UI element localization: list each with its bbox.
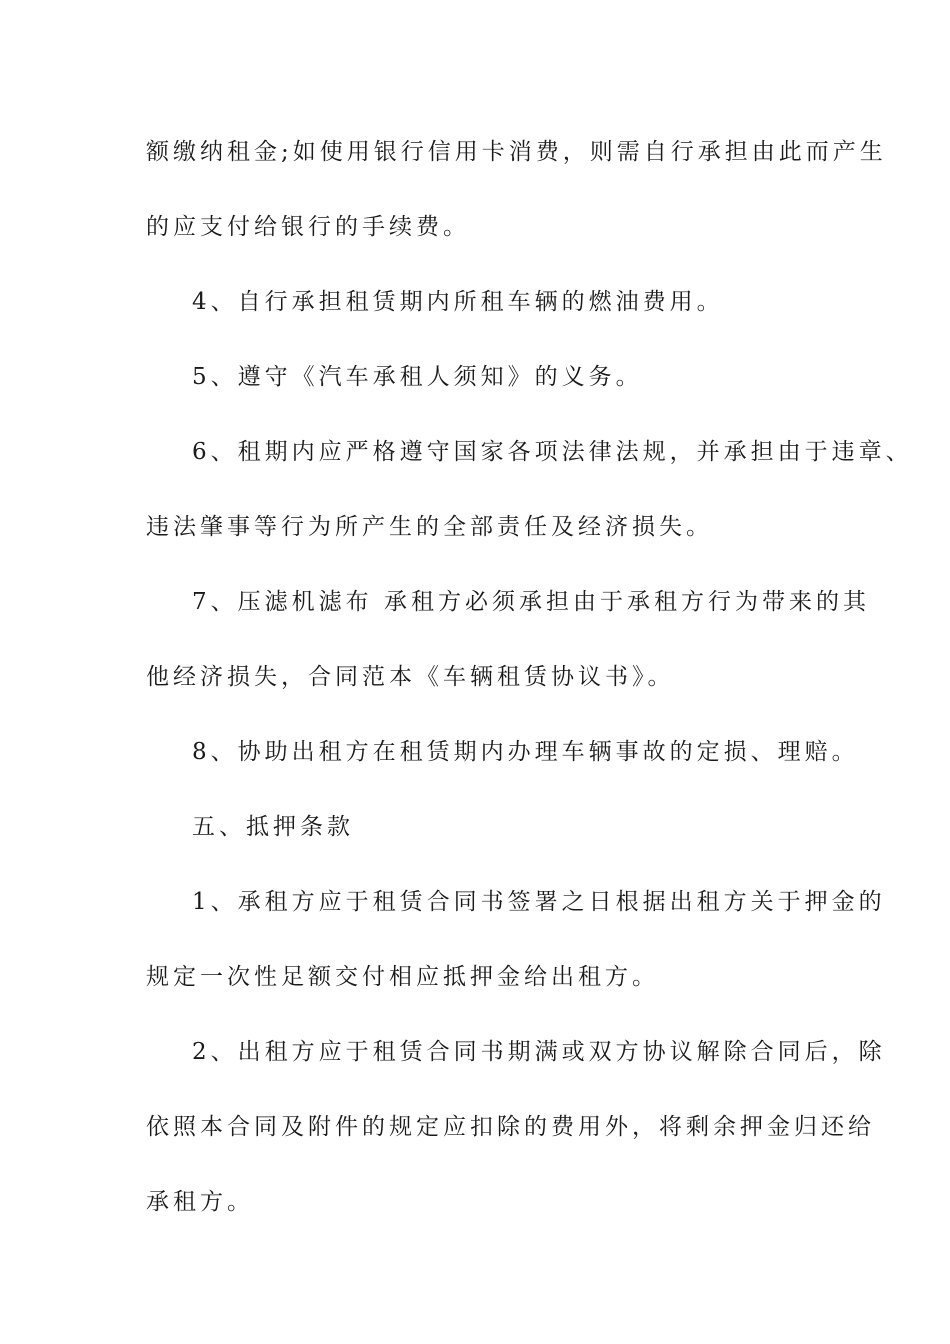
clause-1: 1、承租方应于租赁合同书签署之日根据出租方关于押金的	[192, 889, 886, 915]
paragraph-line: 额缴纳租金;如使用银行信用卡消费，则需自行承担由此而产生	[146, 139, 887, 165]
clause-8: 8、协助出租方在租赁期内办理车辆事故的定损、理赔。	[192, 739, 859, 765]
paragraph-line: 依照本合同及附件的规定应扣除的费用外，将剩余押金归还给	[146, 1114, 875, 1140]
section-heading: 五、抵押条款	[192, 814, 354, 840]
clause-6: 6、租期内应严格遵守国家各项法律法规，并承担由于违章、	[192, 439, 913, 465]
paragraph-line: 违法肇事等行为所产生的全部责任及经济损失。	[146, 514, 713, 540]
paragraph-line: 承租方。	[146, 1189, 254, 1215]
clause-7: 7、压滤机滤布 承租方必须承担由于承租方行为带来的其	[192, 589, 870, 615]
clause-2: 2、出租方应于租赁合同书期满或双方协议解除合同后，除	[192, 1039, 886, 1065]
clause-5: 5、遵守《汽车承租人须知》的义务。	[192, 364, 643, 390]
paragraph-line: 他经济损失，合同范本《车辆租赁协议书》。	[146, 664, 675, 690]
clause-4: 4、自行承担租赁期内所租车辆的燃油费用。	[192, 289, 724, 315]
paragraph-line: 规定一次性足额交付相应抵押金给出租方。	[146, 964, 659, 990]
paragraph-line: 的应支付给银行的手续费。	[146, 214, 470, 240]
